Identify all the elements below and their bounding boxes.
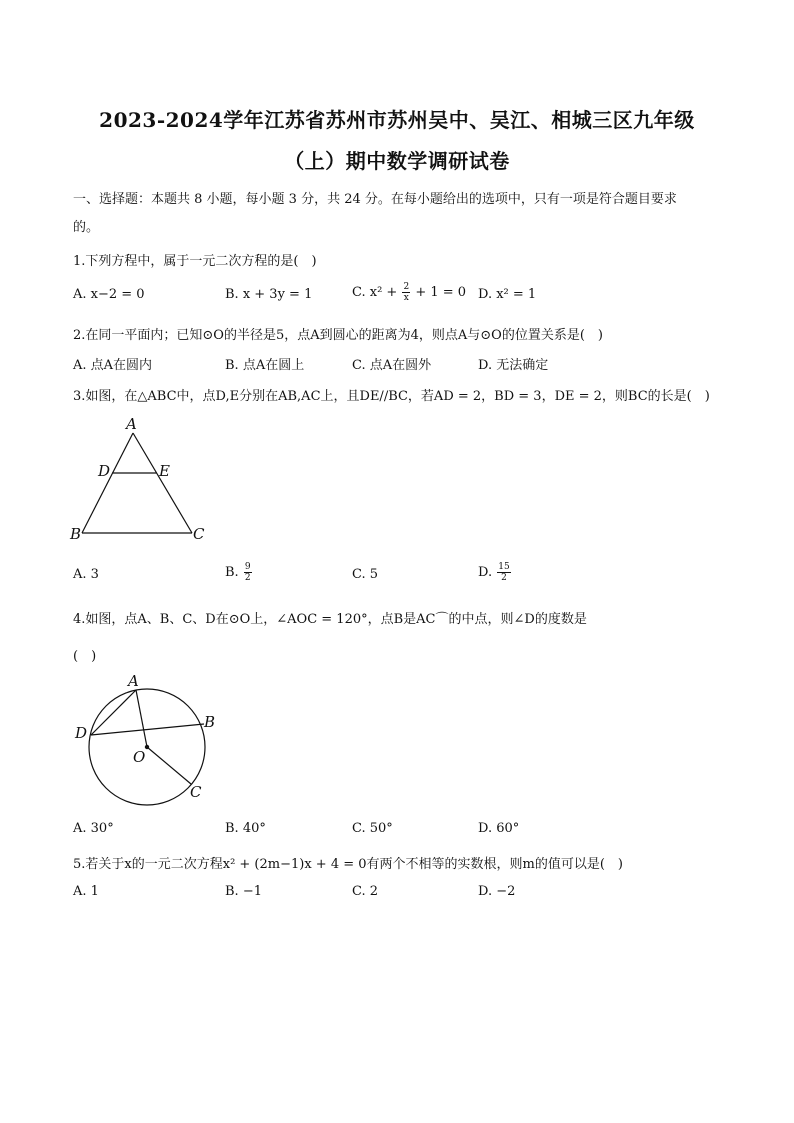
question-3-option-d (478, 562, 512, 583)
question-1-option-d: D. x² = 1 (478, 287, 537, 302)
label-e: E (159, 462, 170, 480)
question-1-option-c (352, 282, 466, 303)
fraction (497, 562, 510, 583)
chord-db (91, 724, 204, 735)
numerator: 9 (244, 562, 251, 572)
question-4-option-d: D. 60° (478, 821, 520, 836)
question-3-stem: 3.如图，在△ABC中，点D,E分别在AB,AC上，且DE//BC，若AD = 2，BD = 3，DE = 2，则BC的长是( ) (73, 389, 710, 404)
question-4-stem-cont: ( ) (73, 649, 97, 664)
label-a: A (128, 672, 139, 690)
question-2-stem: 2.在同一平面内；已知⊙O的半径是5，点A到圆心的距离为4，则点A与⊙O的位置关系是( ) (73, 328, 603, 343)
label-c: C (193, 525, 205, 543)
label-c: C (190, 783, 202, 801)
fraction (244, 562, 252, 583)
question-1-stem: 1.下列方程中，属于一元二次方程的是( ) (73, 254, 317, 269)
exam-title-line-2: （上）期中数学调研试卷 (284, 149, 510, 173)
denominator: 2 (244, 573, 251, 583)
question-3-option-a: A. 3 (73, 567, 99, 582)
circle-figure (70, 672, 225, 812)
option-c-prefix: C. x² + (352, 285, 398, 300)
denominator: x (403, 293, 409, 303)
question-4-option-c: C. 50° (352, 821, 393, 836)
question-5-option-b: B. −1 (225, 884, 262, 899)
option-d-prefix: D. (478, 565, 493, 580)
label-o: O (133, 748, 146, 766)
section-header-cont: 的。 (73, 220, 100, 235)
side-ab (82, 433, 133, 533)
question-5-option-c: C. 2 (352, 884, 379, 899)
question-3-option-c: C. 5 (352, 567, 379, 582)
radius-oc (147, 747, 191, 784)
question-3-option-b (225, 562, 253, 583)
section-header: 一、选择题：本题共 8 小题，每小题 3 分，共 24 分。在每小题给出的选项中，只有一项是符合题目要求 (73, 192, 677, 207)
chord-ad (91, 690, 136, 735)
triangle-figure (65, 412, 215, 547)
question-4-option-a: A. 30° (73, 821, 114, 836)
fraction (402, 282, 410, 303)
option-c-suffix: + 1 = 0 (415, 285, 467, 300)
label-a: A (126, 415, 137, 433)
center-point (145, 745, 149, 749)
option-b-prefix: B. (225, 565, 239, 580)
question-1-option-b: B. x + 3y = 1 (225, 287, 313, 302)
numerator: 2 (403, 282, 410, 292)
question-2-option-c: C. 点A在圆外 (352, 358, 432, 373)
question-4-option-b: B. 40° (225, 821, 266, 836)
radius-oa (136, 690, 147, 747)
question-1-option-a: A. x−2 = 0 (73, 287, 145, 302)
side-ac (133, 433, 192, 533)
question-5-stem: 5.若关于x的一元二次方程x² + (2m−1)x + 4 = 0有两个不相等的实数根，则m的值可以是( ) (73, 857, 623, 872)
numerator: 15 (498, 562, 510, 572)
label-d: D (75, 724, 88, 742)
question-4-stem: 4.如图，点A、B、C、D在⊙O上，∠AOC = 120°，点B是AC⌒的中点，则∠D的度数是 (73, 612, 587, 627)
question-5-option-a: A. 1 (73, 884, 99, 899)
question-2-option-b: B. 点A在圆上 (225, 358, 305, 373)
question-2-option-a: A. 点A在圆内 (73, 358, 153, 373)
denominator: 2 (501, 573, 507, 583)
label-d: D (98, 462, 111, 480)
label-b: B (204, 713, 216, 731)
exam-title-line-1: 2023-2024学年江苏省苏州市苏州吴中、吴江、相城三区九年级 (99, 108, 695, 132)
question-5-option-d: D. −2 (478, 884, 516, 899)
question-2-option-d: D. 无法确定 (478, 358, 549, 373)
label-b: B (70, 525, 82, 543)
